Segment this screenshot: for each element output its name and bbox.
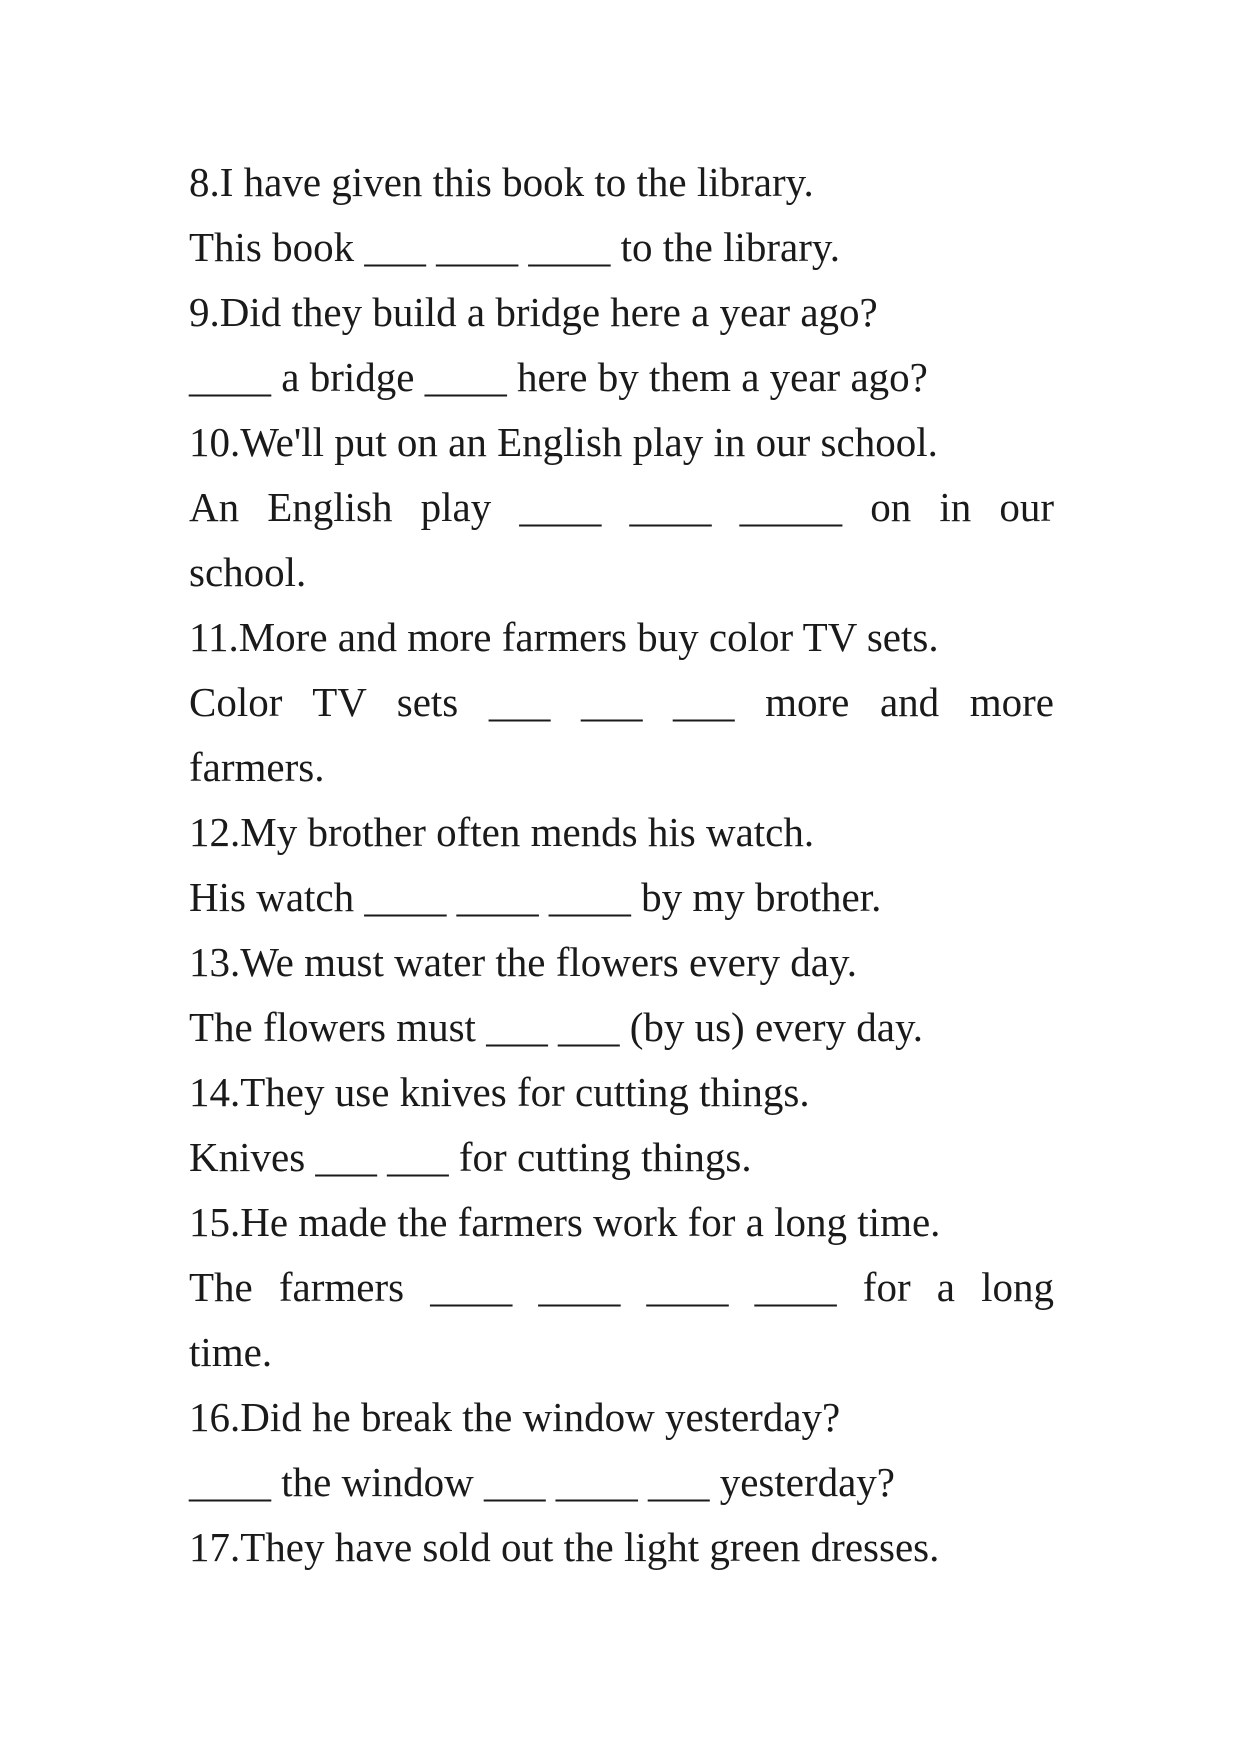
line-2: This book ___ ____ ____ to the library. [189, 224, 840, 270]
line-17: 15.He made the farmers work for a long time. [189, 1199, 941, 1245]
line-11: 12.My brother often mends his watch. [189, 809, 815, 855]
line-20: 16.Did he break the window yesterday? [189, 1394, 841, 1440]
line-6: An English play ____ ____ _____ on in our [189, 484, 1054, 530]
line-1: 8.I have given this book to the library. [189, 159, 814, 205]
line-3: 9.Did they build a bridge here a year ago? [189, 289, 878, 335]
line-4: ____ a bridge ____ here by them a year ago? [189, 354, 928, 400]
line-7: school. [189, 549, 307, 595]
line-19: time. [189, 1329, 273, 1375]
line-16: Knives ___ ___ for cutting things. [189, 1134, 752, 1180]
line-22: 17.They have sold out the light green dresses. [189, 1524, 940, 1570]
exercise-text [189, 150, 1054, 1580]
line-12: His watch ____ ____ ____ by my brother. [189, 874, 882, 920]
line-8: 11.More and more farmers buy color TV sets. [189, 614, 939, 660]
line-15: 14.They use knives for cutting things. [189, 1069, 810, 1115]
line-10: farmers. [189, 744, 325, 790]
line-5: 10.We'll put on an English play in our school. [189, 419, 938, 465]
line-9: Color TV sets ___ ___ ___ more and more [189, 679, 1054, 725]
line-13: 13.We must water the flowers every day. [189, 939, 858, 985]
line-18: The farmers ____ ____ ____ ____ for a long [189, 1264, 1054, 1310]
line-14: The flowers must ___ ___ (by us) every day. [189, 1004, 924, 1050]
line-21: ____ the window ___ ____ ___ yesterday? [189, 1459, 895, 1505]
